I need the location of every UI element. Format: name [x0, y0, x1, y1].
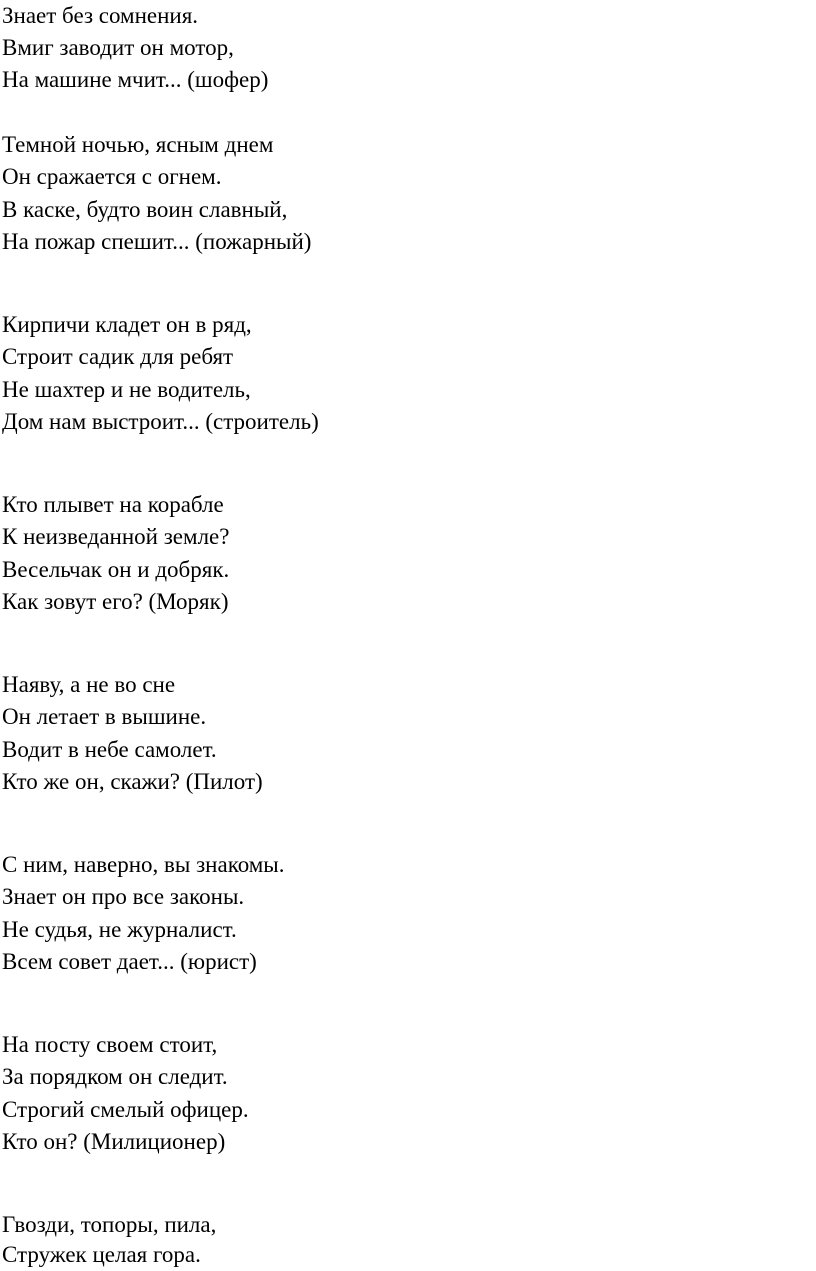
riddle-2-line-4: На пожар спешит... (пожарный): [2, 229, 312, 254]
riddle-5-line-3: Водит в небе самолет.: [2, 737, 217, 762]
riddle-4-line-4: Как зовут его? (Моряк): [2, 589, 229, 614]
riddle-4-line-3: Весельчак он и добряк.: [2, 557, 230, 582]
riddle-7-line-3: Строгий смелый офицер.: [2, 1097, 249, 1122]
riddle-6-line-2: Знает он про все законы.: [2, 884, 245, 909]
riddle-5-line-2: Он летает в вышине.: [2, 704, 207, 729]
riddle-4-line-1: Кто плывет на корабле: [2, 492, 224, 517]
riddle-5-line-1: Наяву, а не во сне: [2, 672, 176, 697]
riddle-2-line-1: Темной ночью, ясным днем: [2, 132, 274, 157]
riddle-3-line-2: Строит садик для ребят: [2, 344, 234, 369]
riddle-8-line-1: Гвозди, топоры, пила,: [2, 1212, 217, 1237]
riddle-3-line-1: Кирпичи кладет он в ряд,: [2, 312, 252, 337]
riddle-1-line-1: Знает без сомнения.: [2, 3, 199, 28]
riddle-8-line-2: Стружек целая гора.: [2, 1242, 201, 1267]
riddle-6-line-1: С ним, наверно, вы знакомы.: [2, 852, 285, 877]
riddle-4-line-2: К неизведанной земле?: [2, 524, 230, 549]
riddle-6-line-3: Не судья, не журналист.: [2, 917, 237, 942]
riddle-2-line-3: В каске, будто воин славный,: [2, 197, 288, 222]
riddle-7-line-2: За порядком он следит.: [2, 1064, 228, 1089]
riddle-6-line-4: Всем совет дает... (юрист): [2, 949, 257, 974]
riddle-3-line-4: Дом нам выстроит... (строитель): [2, 409, 319, 434]
riddle-3-line-3: Не шахтер и не водитель,: [2, 377, 251, 402]
riddle-7-line-1: На посту своем стоит,: [2, 1032, 218, 1057]
riddle-5-line-4: Кто же он, скажи? (Пилот): [2, 769, 263, 794]
riddle-1-line-2: Вмиг заводит он мотор,: [2, 35, 234, 60]
riddle-1-line-3: На машине мчит... (шофер): [2, 67, 269, 92]
riddle-2-line-2: Он сражается с огнем.: [2, 164, 222, 189]
riddle-7-line-4: Кто он? (Милиционер): [2, 1129, 226, 1154]
